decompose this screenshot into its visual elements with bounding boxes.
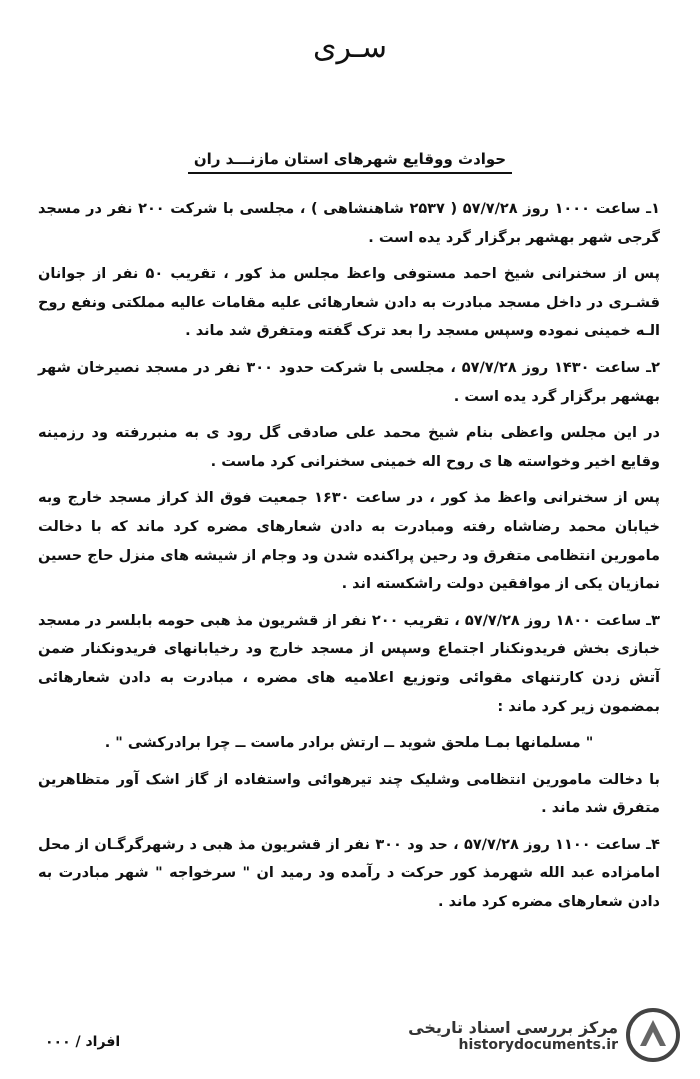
paragraph-5: پس از سخنرانی واعظ مذ کور ، در ساعت ۱۶۳۰ جمعیت فوق الذ کراز مسجد خارج وبه خیابان محمد رضاشاه رفته ومبادرت به دادن شعارهای مضره کرد ماند که با دخالت مامورین انتظامی متفرق ود رحین پراکنده شدن ود وجام از شیشه های منزل حاج حسین نمازیان یکی از موافقین دولت راشکسته اند . bbox=[38, 490, 660, 593]
paragraph-2: پس از سخنرانی شیخ احمد مستوفی واعظ مجلس مذ کور ، تقریب ۵۰ نفر از جوانان قشـری در داخل مسجد مبادرت به دادن شعارهائی علیه مقامات عالیه مملکتی ونفع روح الـه خمینی نموده وسپس مسجد را بعد ترک گفته ومتفرق شد ماند . bbox=[38, 266, 661, 340]
document-title bbox=[0, 150, 700, 168]
document-title-text: حوادث ووقایع شهرهای استان مازنـــد ران bbox=[188, 150, 512, 174]
paragraph-6: ۳ـ ساعت ۱۸۰۰ روز ۵۷/۷/۲۸ ، تقریب ۲۰۰ نفر از قشریون مذ هبی حومه بابلسر در مسجد خبازی بخش فریدونکنار اجتماع وسپس از مسجد خارج ود رخیابانهای فریدونکنار ضمن آتش زدن کارتنهای مقوائی وتوزیع اعلامیه های مضره ، مبادرت به دادن شعارهائی بمضمون زیر کرد ماند : bbox=[38, 612, 660, 715]
paragraph-4: در این مجلس واعظی بنام شیخ محمد علی صادقی گل رود ی به منبررفته ود رزمینه وقایع اخیر وخواسته ها ی روح اله خمینی سخنرانی کرد ماست . bbox=[38, 425, 660, 470]
classification-mark: سـری bbox=[313, 30, 387, 65]
paragraph-3: ۲ـ ساعت ۱۴۳۰ روز ۵۷/۷/۲۸ ، مجلسی با شرکت حدود ۳۰۰ نفر در مسجد نصیرخان شهر بهشهر برگزار گرد یده است . bbox=[38, 359, 660, 405]
archive-name: مرکز بررسی اسناد تاریخی bbox=[408, 1017, 618, 1037]
archive-watermark bbox=[390, 1002, 680, 1068]
personnel-count: افراد / ۰۰۰ bbox=[45, 1034, 121, 1050]
archive-url: historydocuments.ir bbox=[458, 1036, 618, 1053]
document-body bbox=[38, 195, 660, 925]
paragraph-8: ۴ـ ساعت ۱۱۰۰ روز ۵۷/۷/۲۸ ، حد ود ۳۰۰ نفر از قشریون مذ هبی د رشهرگرگـان از محل امامزاده عبد الله شهرمذ کور حرکت د رآمده ود رمید ان " سرخواجه " شهر مبادرت به دادن شعارهای مضره کرد ماند . bbox=[38, 836, 660, 911]
slogan-quote: " مسلمانها بمـا ملحق شوید ــ ارتش برادر ماست ــ چرا برادرکشی " . bbox=[104, 735, 594, 752]
archive-logo-icon bbox=[626, 1008, 680, 1062]
paragraph-1: ۱ـ ساعت ۱۰۰۰ روز ۵۷/۷/۲۸ ( ۲۵۳۷ شاهنشاهی ) ، مجلسی با شرکت ۲۰۰ نفر در مسجد گرجی شهر بهشهر برگزار گرد یده است . bbox=[38, 201, 660, 246]
paragraph-7: با دخالت مامورین انتظامی وشلیک چند تیرهوائی واستفاده از گاز اشک آور متظاهرین متفرق شد ماند . bbox=[38, 771, 660, 817]
